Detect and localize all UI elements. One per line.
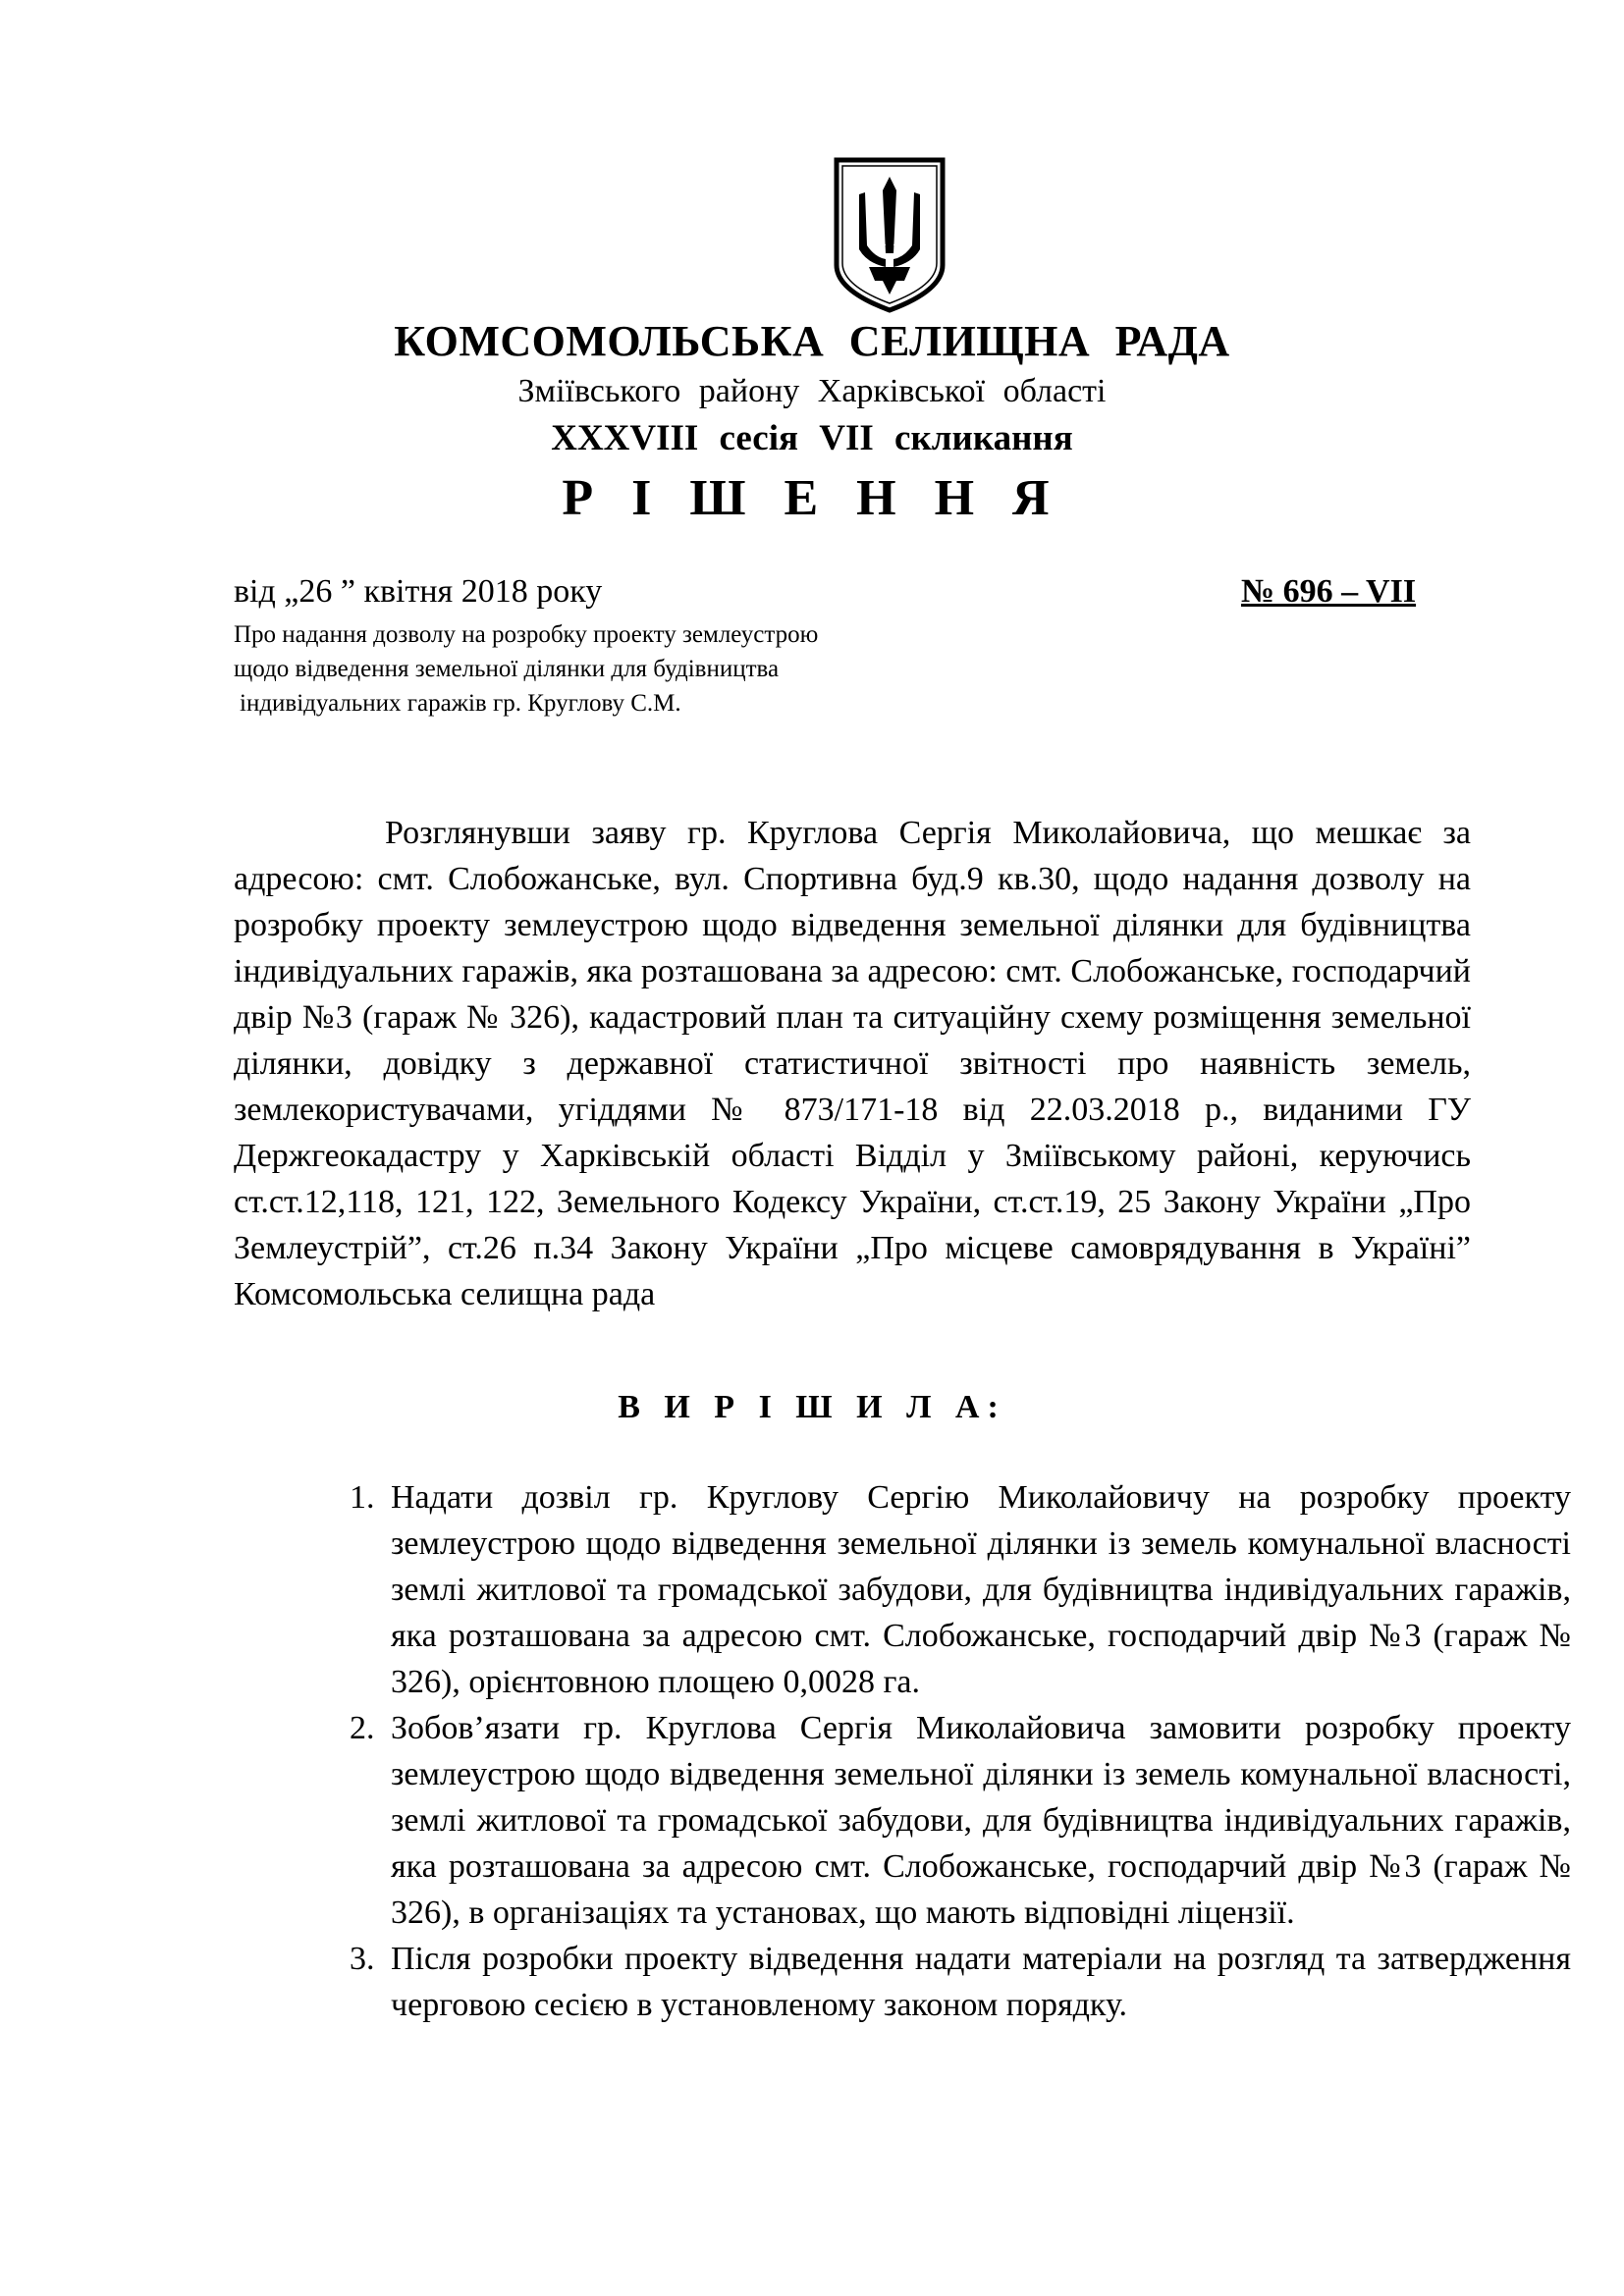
decision-item: 3. Після розробки проекту відведення надати матеріали на розгляд та затвердження черговою сесією в установленому законом порядку. <box>383 1936 1571 2028</box>
decided-heading: В И Р І Ш И Л А: <box>618 1389 1006 1425</box>
decision-item: 1. Надати дозвіл гр. Круглову Сергію Миколайовичу на розробку проекту землеустрою щодо відведення земельної ділянки із земель комунальної власності землі житлової та громадської забудови, для будівництва індивідуальних гаражів, яка розташована за адресою смт. Слобожанське, господарчий двір №3 (гараж № 326), орієнтовною площею 0,0028 га. <box>383 1474 1571 1705</box>
document-type-title: Р І Ш Е Н Н Я <box>562 470 1062 526</box>
decision-number: № 696 – VII <box>1241 573 1417 610</box>
subject-line: індивідуальних гаражів гр. Круглову С.М. <box>240 690 681 717</box>
session-line: XXXVIII сесія VII скликання <box>551 418 1073 458</box>
decision-date: від „26 ” квітня 2018 року <box>234 573 603 610</box>
subject-line: Про надання дозволу на розробку проекту землеустрою <box>234 621 819 648</box>
council-name: КОМСОМОЛЬСЬКА СЕЛИЩНА РАДА <box>394 317 1230 365</box>
coat-of-arms-emblem <box>832 155 947 315</box>
subject-line: щодо відведення земельної ділянки для будівництва <box>234 656 780 682</box>
decisions-list <box>324 1474 1571 2028</box>
district-region-line: Зміївського району Харківської області <box>517 373 1107 409</box>
decision-item: 2. Зобов’язати гр. Круглова Сергія Миколайовича замовити розробку проекту землеустрою щодо відведення земельної ділянки із земель комунальної власності, землі житлової та громадської забудови, для будівництва індивідуальних гаражів, яка розташована за адресою смт. Слобожанське, господарчий двір №3 (гараж № 326), в організаціях та установах, що мають відповідні ліцензії. <box>383 1705 1571 1936</box>
preamble-paragraph: Розглянувши заяву гр. Круглова Сергія Миколайовича, що мешкає за адресою: смт. Слобожанське, вул. Спортивна буд.9 кв.30, щодо надання дозволу на розробку проекту землеустрою щодо відведення земельної ділянки для будівництва індивідуальних гаражів, яка розташована за адресою: смт. Слобожанське, господарчий двір №3 (гараж № 326), кадастровий план та ситуаційну схему розміщення земельної ділянки, довідку з державної статистичної звітності про наявність земель, землекористувачами, угіддями № 873/171-18 від 22.03.2018 р., виданими ГУ Держгеокадастру у Харківській області Відділ у Зміївському районі, керуючись ст.ст.12,118, 121, 122, Земельного Кодексу України, ст.ст.19, 25 Закону України „Про Землеустрій”, ст.26 п.34 Закону України „Про місцеве самоврядування в Україні” Комсомольська селищна рада <box>234 815 1471 1312</box>
